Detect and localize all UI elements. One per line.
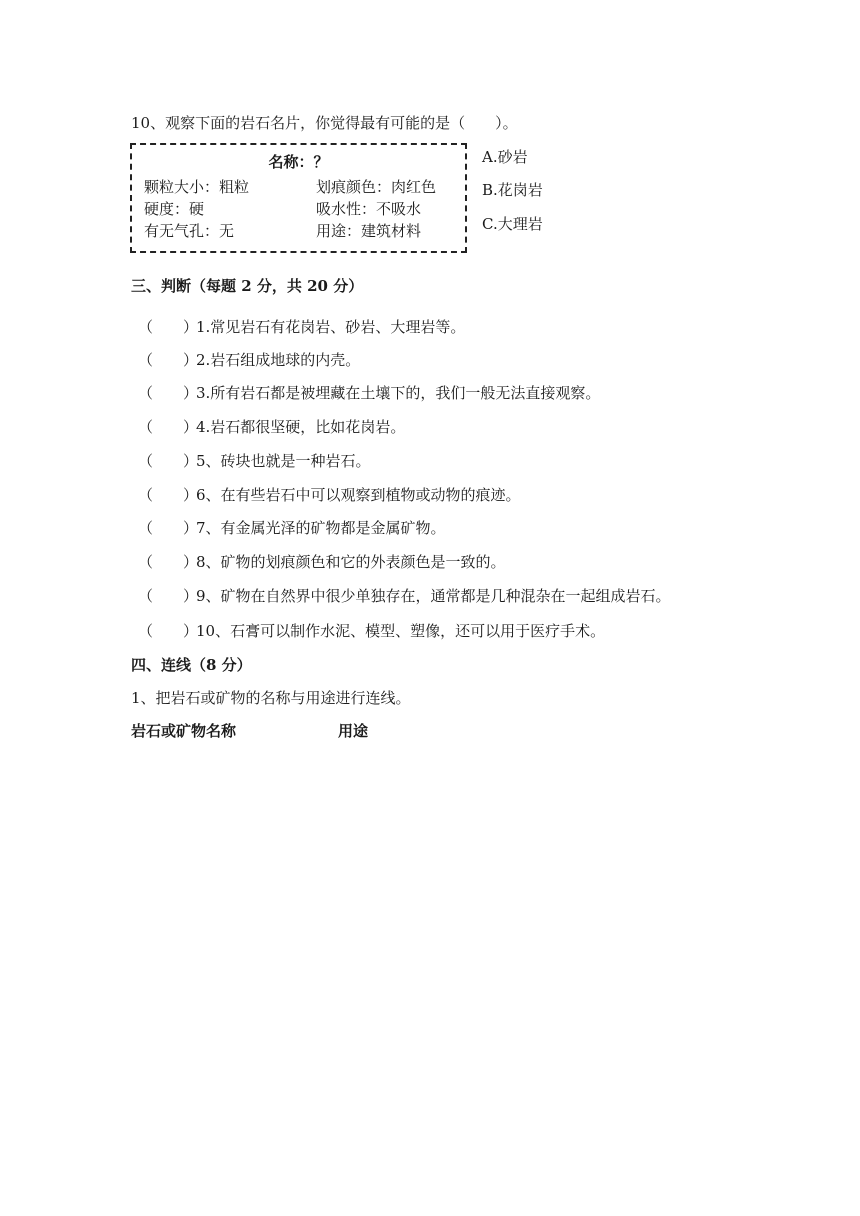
- card-usage: 用途：建筑材料: [316, 222, 422, 240]
- answer-blank: （ ）: [138, 418, 199, 436]
- answer-blank: （ ）: [138, 384, 199, 402]
- judgment-text: 6、在有些岩石中可以观察到植物或动物的痕迹。: [196, 486, 521, 504]
- question-10-stem: 10、观察下面的岩石名片，你觉得最有可能的是（ ）。: [131, 114, 518, 132]
- answer-blank: （ ）: [138, 519, 199, 537]
- judgment-item: [138, 382, 600, 403]
- judgment-item: [138, 349, 360, 370]
- judgment-text: 2.岩石组成地球的内壳。: [196, 351, 361, 369]
- judgment-text: 4.岩石都很坚硬，比如花岗岩。: [196, 418, 406, 436]
- answer-blank: （ ）: [138, 452, 199, 470]
- judgment-text: 9、矿物在自然界中很少单独存在，通常都是几种混杂在一起组成岩石。: [196, 587, 671, 605]
- judgment-text: 1.常见岩石有花岗岩、砂岩、大理岩等。: [196, 318, 466, 336]
- answer-blank: （ ）: [138, 351, 199, 369]
- judgment-text: 5、砖块也就是一种岩石。: [196, 452, 371, 470]
- judgment-text: 7、有金属光泽的矿物都是金属矿物。: [196, 519, 446, 537]
- section-4-heading: 四、连线（8 分）: [131, 656, 252, 674]
- answer-blank: （ ）: [138, 622, 199, 640]
- judgment-text: 10、石膏可以制作水泥、模型、塑像，还可以用于医疗手术。: [196, 622, 606, 640]
- judgment-item: [138, 620, 605, 641]
- answer-blank: （ ）: [138, 486, 199, 504]
- option-a: A.砂岩: [482, 148, 528, 166]
- judgment-item: [138, 551, 506, 572]
- judgment-text: 3.所有岩石都是被埋藏在土壤下的，我们一般无法直接观察。: [196, 384, 601, 402]
- column-header-usage: 用途: [338, 722, 369, 740]
- card-hardness: 硬度：硬: [144, 200, 205, 218]
- card-grain-size: 颗粒大小：粗粒: [144, 178, 250, 196]
- option-b: B.花岗岩: [482, 181, 543, 199]
- option-c: C.大理岩: [482, 215, 543, 233]
- section-3-heading: 三、判断（每题 2 分，共 20 分）: [131, 277, 364, 295]
- answer-blank: （ ）: [138, 587, 199, 605]
- rock-info-card: [130, 143, 467, 253]
- judgment-item: [138, 416, 405, 437]
- judgment-text: 8、矿物的划痕颜色和它的外表颜色是一致的。: [196, 553, 506, 571]
- answer-blank: （ ）: [138, 553, 199, 571]
- judgment-item: [138, 517, 446, 538]
- card-pores: 有无气孔：无: [144, 222, 235, 240]
- card-title: 名称：？: [268, 153, 329, 171]
- answer-blank: （ ）: [138, 318, 199, 336]
- matching-question: 1、把岩石或矿物的名称与用途进行连线。: [131, 689, 411, 707]
- judgment-item: [138, 316, 465, 337]
- card-water-absorption: 吸水性：不吸水: [316, 200, 422, 218]
- column-header-name: 岩石或矿物名称: [131, 722, 237, 740]
- judgment-item: [138, 484, 521, 505]
- card-streak-color: 划痕颜色：肉红色: [316, 178, 437, 196]
- judgment-item: [138, 585, 671, 606]
- judgment-item: [138, 450, 371, 471]
